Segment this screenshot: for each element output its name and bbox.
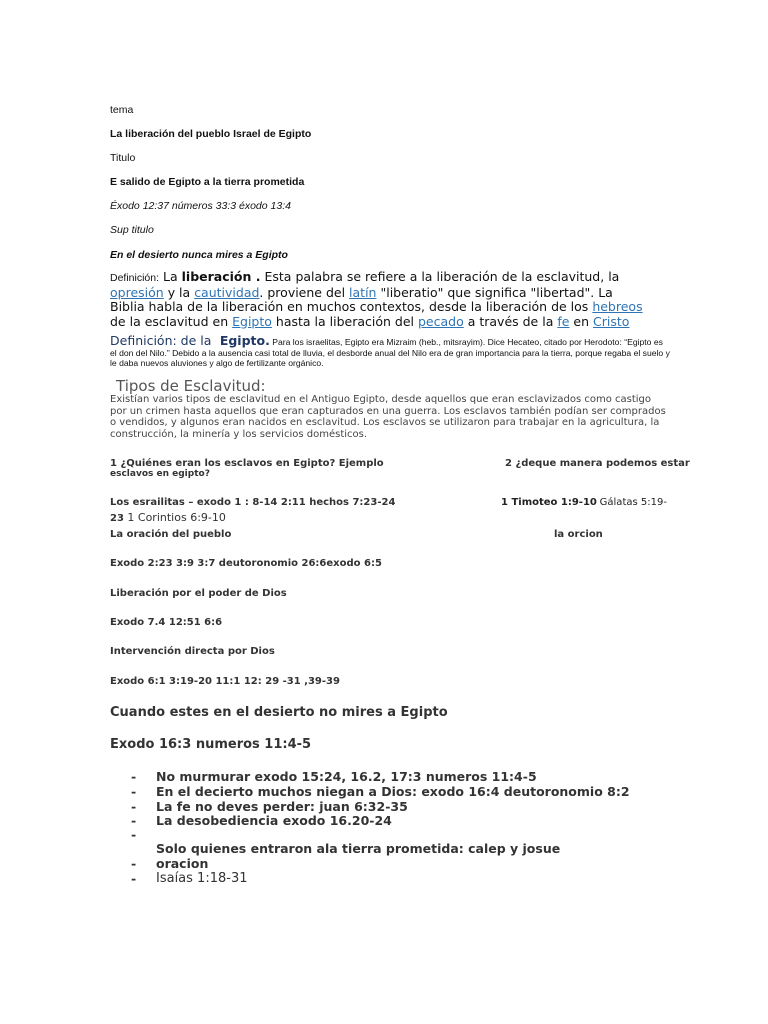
sup-label: Sup titulo: [110, 224, 154, 236]
question-1b: esclavos en egipto?: [110, 469, 210, 479]
definicion-word: liberación .: [181, 269, 261, 284]
bullet: -: [131, 769, 137, 784]
definicion-text: . proviene del: [259, 284, 346, 300]
list-item: Solo quienes entraron ala tierra prometida: calep y josue: [156, 841, 561, 856]
list-item: Isaías 1:18-31: [156, 871, 248, 886]
definicion-paragraph: [110, 270, 650, 329]
question-2: 2 ¿deque manera podemos estar: [505, 458, 690, 469]
list-item: oracion: [156, 856, 209, 871]
bullet: -: [131, 871, 137, 886]
definicion-label: Definición:: [110, 272, 160, 284]
list-item: La desobediencia exodo 16.20-24: [156, 813, 392, 828]
list-item: En el decierto muchos niegan a Dios: exodo 16:4 deutoronomio 8:2: [156, 784, 630, 799]
section-liberacion: Liberación por el poder de Dios: [110, 588, 287, 599]
definicion-la: La: [163, 269, 178, 284]
bullet: -: [131, 799, 137, 814]
answer-1: Los esrailitas – exodo 1 : 8-14 2:11 hechos 7:23-24: [110, 497, 396, 508]
answer-2-galatas: Gálatas 5:19-: [599, 497, 667, 508]
section-intervencion: Intervención directa por Dios: [110, 646, 275, 657]
link-hebreos[interactable]: hebreos: [592, 299, 643, 314]
definicion-text: hasta la liberación del: [275, 313, 414, 329]
egipto-paragraph: [110, 333, 670, 369]
answer-1b-num: 23: [110, 513, 124, 524]
tema-label: tema: [110, 104, 134, 116]
section-refs-3: Exodo 6:1 3:19-20 11:1 12: 29 -31 ,39-39: [110, 676, 340, 687]
definicion-text: y la: [167, 284, 191, 300]
list-item: La fe no deves perder: juan 6:32-35: [156, 799, 408, 814]
section-refs-1: Exodo 2:23 3:9 3:7 deutoronomio 26:6exodo 6:5: [110, 558, 382, 569]
answer-2: [501, 497, 667, 508]
bullet: -: [131, 784, 137, 799]
tipos-paragraph: Existían varios tipos de esclavitud en el Antiguo Egipto, desde aquellos que eran esclavizados como castigo por un crimen hasta aquellos que eran capturados en una guerra. Los esclavos también podían ser comprados o vendidos, y algunos eran nacidos en esclavitud. Los esclavos se utilizaron para trabajar en la agricultura, la construcción, la minería y los servicios domésticos.: [110, 394, 666, 440]
link-egipto[interactable]: Egipto: [232, 313, 272, 329]
answer-1b: [110, 511, 226, 524]
link-pecado[interactable]: pecado: [417, 313, 464, 329]
link-cautividad[interactable]: cautividad: [194, 284, 260, 300]
section-refs-2: Exodo 7.4 12:51 6:6: [110, 617, 223, 628]
bullet: -: [131, 813, 137, 828]
answer-1b-ref: 1 Corintios 6:9-10: [127, 511, 226, 524]
sup-text: En el desierto nunca mires a Egipto: [110, 249, 288, 261]
titulo-label: Titulo: [110, 152, 136, 164]
bullet: -: [131, 856, 137, 871]
titulo-text: E salido de Egipto a la tierra prometida: [110, 176, 305, 188]
egipto-text: Para los israelitas, Egipto era Mizraim (heb., mitsrayim). Dice Hecateo, citado por Herodoto: “Egipto es el don del Nilo.” Debido a la ausencia casi total de lluvia, el desborde anual del Nilo era de gran importancia para la tierra, porque regaba el suelo y le daba nuevos aluviones y algo de fertilizante orgánico.: [110, 337, 670, 368]
list-item: No murmurar exodo 15:24, 16.2, 17:3 numeros 11:4-5: [156, 769, 537, 784]
tema-text: La liberación del pueblo Israel de Egipto: [110, 128, 312, 140]
definicion-text: "liberatio" que significa "libertad". La Biblia habla de la liberación en muchos contextos, desde la liberación de los: [110, 284, 613, 314]
bullet: -: [131, 827, 137, 842]
link-cristo[interactable]: Cristo: [593, 313, 630, 329]
answer-2-timoteo: 1 Timoteo 1:9-10: [501, 497, 597, 508]
closing-line-2: Exodo 16:3 numeros 11:4-5: [110, 737, 312, 752]
section-oracion: La oración del pueblo: [110, 529, 232, 540]
tipos-heading: Tipos de Esclavitud:: [116, 377, 266, 395]
egipto-word: Egipto.: [219, 333, 270, 348]
definicion-text: de la esclavitud en: [110, 313, 229, 329]
definicion-text: Esta palabra se refiere a la liberación de la esclavitud, la: [264, 269, 620, 284]
closing-line-1: Cuando estes en el desierto no mires a Egipto: [110, 705, 448, 720]
refs-text: Éxodo 12:37 números 33:3 éxodo 13:4: [110, 200, 291, 212]
link-latin[interactable]: latín: [349, 284, 377, 300]
link-opresion[interactable]: opresión: [110, 284, 164, 300]
definicion-text: a través de la: [467, 313, 554, 329]
question-1: 1 ¿Quiénes eran los esclavos en Egipto? Ejemplo: [110, 458, 384, 469]
section-orcion-right: la orcion: [554, 529, 603, 540]
egipto-label: Definición: de la: [110, 333, 212, 348]
link-fe[interactable]: fe: [557, 313, 570, 329]
definicion-text: en: [573, 313, 590, 329]
